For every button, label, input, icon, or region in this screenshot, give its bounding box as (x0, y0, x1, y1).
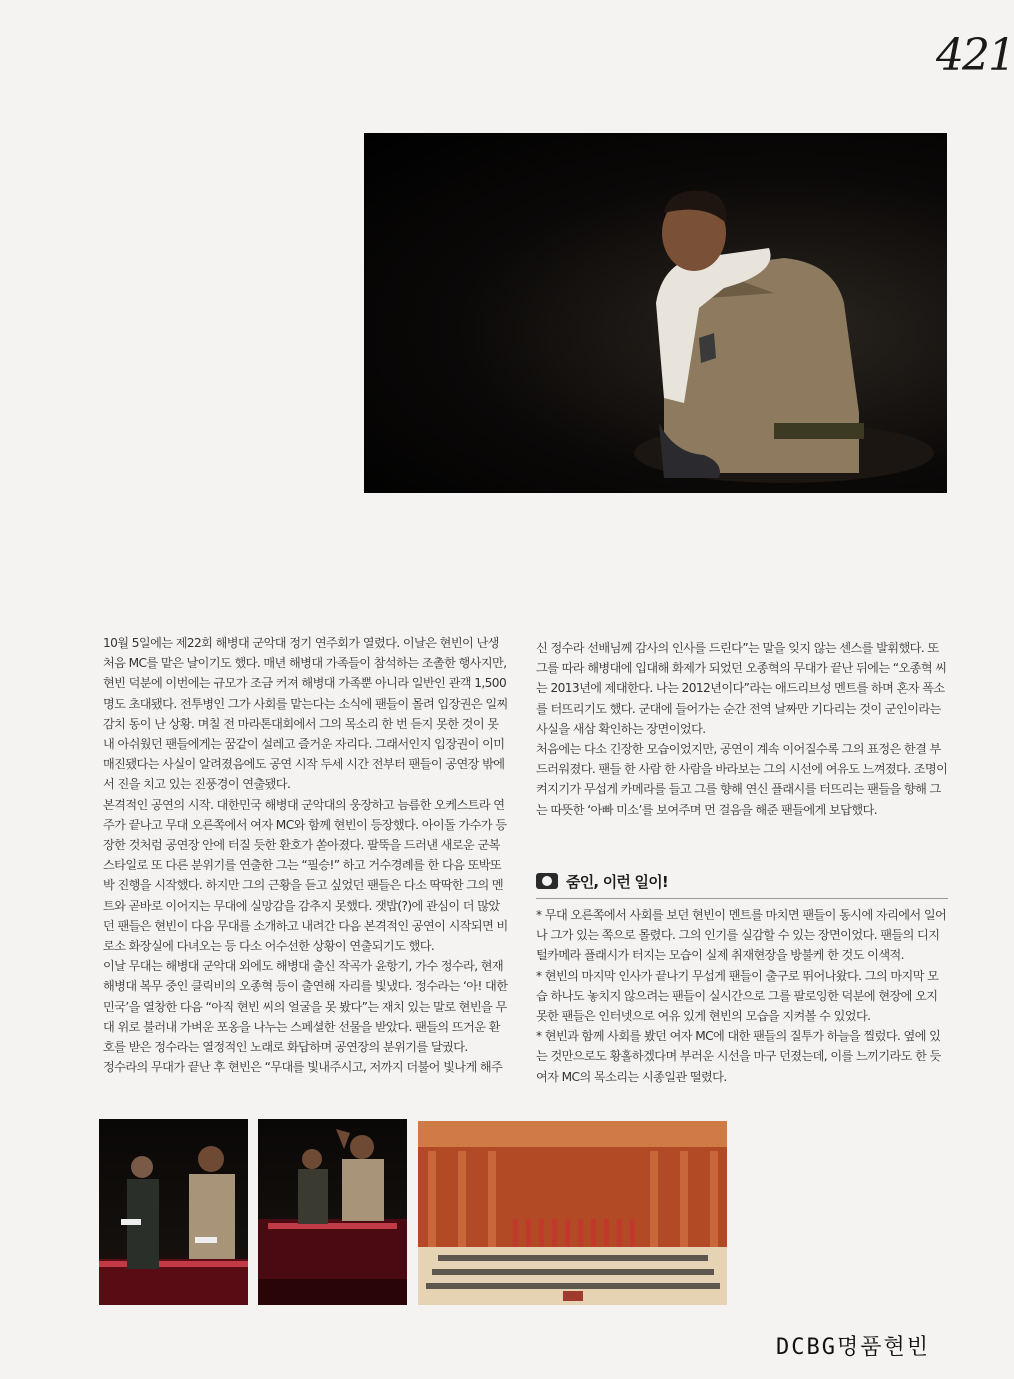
sidebar-item: * 현빈의 마지막 인사가 끝나기 무섭게 팬들이 출구로 뛰어나왔다. 그의 마지막 모습 하나도 놓치지 않으려는 팬들이 실시간으로 그를 팔로잉한 덕분에 현장에 오지 못한 팬들은 인터넷으로 여유 있게 현빈의 모습을 지켜볼 수 있었다. (536, 968, 939, 1024)
paragraph: 이날 무대는 해병대 군악대 외에도 해병대 출신 작곡가 윤항기, 가수 정수라, 현재 해병대 복무 중인 클릭비의 오종혁 등이 출연해 자리를 빛냈다. 정수라는 ‘아! 대한민국’을 열창한 다음 “아직 현빈 씨의 얼굴을 못 봤다”는 재치 있는 말로 현빈을 무대 위로 불러내 가벼운 포옹을 나누는 스페셜한 선물을 받았다. 팬들의 뜨거운 환호를 받은 정수라는 열정적인 노래로 화답하며 공연장의 분위기를 달궜다. (103, 959, 508, 1055)
sidebar-item: * 현빈과 함께 사회를 봤던 여자 MC에 대한 팬들의 질투가 하늘을 찔렀다. 옆에 있는 것만으로도 황홀하겠다며 부러운 시선을 마구 던졌는데, 이를 느끼기라도 한 듯 여자 MC의 목소리는 시종일관 떨렸다. (536, 1029, 941, 1084)
sidebar-title: 줌인, 이런 일이! (566, 872, 668, 891)
sidebar-body (536, 905, 948, 1087)
photo-mc-duo (99, 1119, 248, 1305)
photo-orchestra (418, 1121, 727, 1305)
paragraph: 신 정수라 선배님께 감사의 인사를 드린다”는 말을 잊지 않는 센스를 발휘했다. 또 그를 따라 해병대에 입대해 화제가 되었던 오종혁의 무대가 끝난 뒤에는 “오종혁 씨는 2013년에 제대한다. 나는 2012년이다”라는 애드리브성 멘트를 하며 혼자 폭소를 터뜨리기도 했다. 군대에 들어가는 순간 전역 날짜만 기다리는 것이 군인이라는 사실을 새삼 확인하는 장면이었다. (536, 641, 947, 736)
sidebar-item: * 무대 오른쪽에서 사회를 보던 현빈이 멘트를 마치면 팬들이 동시에 자리에서 일어나 그가 있는 쪽으로 몰렸다. 그의 인기를 실감할 수 있는 장면이었다. 팬들의 디지털카메라 플래시가 터지는 모습이 실제 취재현장을 방불케 한 것도 이색적. (536, 908, 947, 963)
camera-icon (536, 873, 558, 889)
page-number: 421 (936, 30, 1014, 81)
paragraph: 본격적인 공연의 시작. 대한민국 해병대 군악대의 웅장하고 늠름한 오케스트라 연주가 끝나고 무대 오른쪽에서 여자 MC와 함께 현빈이 등장했다. 아이돌 가수가 등장한 것처럼 공연장 안에 터질 듯한 환호가 쏟아졌다. 팔뚝을 드러낸 새로운 군복 스타일로 또 다른 분위기를 연출한 그는 “필승!” 하고 거수경례를 한 다음 또박또박 진행을 시작했다. 하지만 그의 근황을 듣고 싶었던 팬들은 다소 딱딱한 그의 멘트와 곧바로 이어지는 무대에 실망감을 감추지 못했다. 잿밥(?)에 관심이 더 많았던 팬들은 현빈이 다음 무대를 소개하고 내려간 다음 본격적인 공연이 시작되면 비로소 화장실에 다녀오는 등 다소 어수선한 상황이 연출되기도 했다. (103, 797, 508, 954)
paragraph: 처음에는 다소 긴장한 모습이었지만, 공연이 계속 이어질수록 그의 표정은 한결 부드러워졌다. 팬들 한 사람 한 사람을 바라보는 그의 시선에 여유도 느껴졌다. 조명이 켜지기가 무섭게 카메라를 들고 그를 향해 연신 플래시를 터뜨리는 팬들을 향해 그는 따뜻한 ‘아빠 미소’를 보여주며 먼 걸음을 해준 팬들에게 보답했다. (536, 742, 948, 817)
paragraph: 정수라의 무대가 끝난 후 현빈은 “무대를 빛내주시고, 저까지 더불어 빛나게 해주 (103, 1060, 503, 1075)
divider (536, 898, 948, 899)
paragraph: 10월 5일에는 제22회 해병대 군악대 정기 연주회가 열렸다. 이날은 현빈이 난생처음 MC를 맡은 날이기도 했다. 매년 해병대 가족들이 참석하는 조촐한 행사지만, 현빈 덕분에 이번에는 규모가 조금 커져 해병대 가족뿐 아니라 일반인 관객 1,500명도 초대됐다. 전투병인 그가 사회를 맡는다는 소식에 팬들이 몰려 입장권은 일찌감치 동이 난 상황. 며칠 전 마라톤대회에서 그의 목소리 한 번 듣지 못한 것이 못내 아쉬웠던 팬들에게는 꿈같이 설레고 즐거운 자리다. 그래서인지 입장권이 이미 매진됐다는 사실이 알려졌음에도 공연 시작 두세 시간 전부터 팬들이 공연장 밖에서 진을 치고 있는 진풍경이 연출됐다. (103, 636, 508, 792)
article-body-left (103, 633, 508, 1077)
hero-photo (364, 133, 947, 493)
zoom-in-sidebar (536, 868, 948, 1087)
photo-salute (258, 1119, 407, 1305)
article-body-right (536, 638, 948, 820)
sidebar-header (536, 868, 948, 894)
watermark: DCBG명품현빈 (776, 1335, 930, 1360)
